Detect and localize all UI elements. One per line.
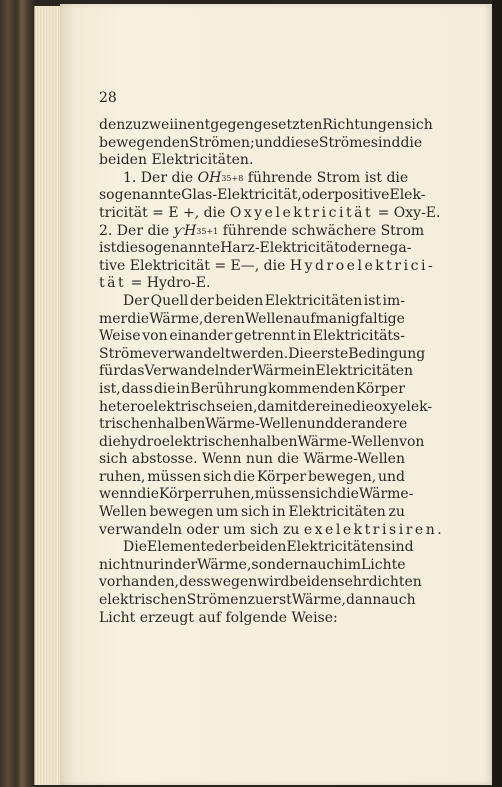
word: Wellen xyxy=(99,504,147,521)
formula-superscript: 35+1 xyxy=(196,226,219,236)
word: Elektricitäten xyxy=(286,539,384,556)
word: der xyxy=(333,416,358,433)
word: diese xyxy=(281,134,319,151)
word: Weise: xyxy=(291,609,338,626)
word: Quell xyxy=(150,292,189,309)
word: von xyxy=(142,328,168,345)
word: der xyxy=(298,398,323,415)
word: auf xyxy=(198,609,221,626)
word: damit xyxy=(257,398,299,415)
word: die xyxy=(137,486,160,503)
spaced-term: Oxyelektricität xyxy=(229,204,374,221)
word: Elektricitäten xyxy=(288,504,386,521)
word: den xyxy=(99,117,126,133)
word: Richtungen xyxy=(322,117,405,133)
word: ruhen, xyxy=(208,486,255,503)
word: werden. xyxy=(230,345,289,362)
text-line xyxy=(99,240,412,258)
word: sind xyxy=(383,539,414,556)
word: hydroelektrischen xyxy=(120,433,250,450)
word: oxyelek- xyxy=(373,398,433,415)
word: in xyxy=(302,363,316,380)
word: desswegen xyxy=(179,574,258,591)
word: nicht xyxy=(99,556,135,573)
word: kommenden xyxy=(268,380,356,397)
text-run: verwandeln oder um sich zu xyxy=(99,521,304,538)
word: Elektricitäten xyxy=(315,363,413,380)
word: und xyxy=(377,468,405,485)
spaced-term: Hydroelektrici- xyxy=(289,257,436,274)
word: müssen xyxy=(254,486,309,503)
word: ist xyxy=(363,292,382,309)
word: verwandelt xyxy=(150,345,231,362)
text-line xyxy=(99,293,405,311)
word: nega- xyxy=(372,240,412,257)
word: Wellen xyxy=(244,310,293,327)
word: die xyxy=(233,468,256,485)
text-run: führende schwächere Strom xyxy=(218,222,425,239)
word: dann xyxy=(346,592,382,609)
word: halben xyxy=(249,433,298,450)
word: auch xyxy=(381,592,416,609)
spaced-term: exelektrisiren. xyxy=(303,521,445,538)
text-line xyxy=(99,345,426,364)
word: dichten xyxy=(368,574,422,591)
word: heteroelektrisch xyxy=(99,398,216,415)
word: sind xyxy=(370,134,401,151)
text-line xyxy=(99,433,425,452)
word: im xyxy=(343,556,361,573)
word: Ströme xyxy=(99,345,151,362)
word: deren xyxy=(203,310,245,327)
word: Ströme xyxy=(318,134,371,151)
word: bewegenden xyxy=(99,134,190,151)
word: beiden xyxy=(238,539,287,556)
binding-shadow xyxy=(492,0,502,787)
text-line xyxy=(99,469,405,487)
word: Wärme xyxy=(252,363,303,380)
word: in xyxy=(173,117,188,133)
text-line xyxy=(99,574,422,592)
word: in xyxy=(297,328,312,345)
word: dass xyxy=(121,380,154,397)
word: trischen xyxy=(99,416,158,433)
word: den xyxy=(311,574,338,591)
spaced-term: tät xyxy=(99,275,127,292)
formula-symbol: ƴH xyxy=(173,222,197,239)
word: Körper xyxy=(159,486,209,503)
word: Berührung xyxy=(190,380,268,397)
text-line xyxy=(99,257,436,276)
word: ruhen, xyxy=(99,468,146,485)
text-line xyxy=(99,117,433,135)
word: die xyxy=(153,380,176,397)
word: vorhanden, xyxy=(99,574,180,591)
body-text xyxy=(99,117,445,627)
word: im- xyxy=(382,292,405,309)
word: die xyxy=(277,451,300,468)
word: wenn xyxy=(99,486,138,503)
word: Wärme, xyxy=(291,592,347,609)
word: zwei xyxy=(141,117,174,133)
text-line xyxy=(99,204,441,223)
word: erste xyxy=(312,345,349,362)
word: Die xyxy=(288,345,313,362)
word: Der xyxy=(123,292,150,309)
word: manigfaltige xyxy=(315,310,405,327)
word: Weise xyxy=(99,328,141,345)
word: sogenannte xyxy=(99,187,182,204)
formula-superscript: 35+8 xyxy=(221,173,244,183)
word: wird xyxy=(257,574,290,591)
word: Harz-Elektricität xyxy=(220,240,340,257)
word: sogenannte xyxy=(138,240,221,257)
word: auch xyxy=(309,556,344,573)
word: sondern xyxy=(251,556,309,573)
word: zuerst xyxy=(247,592,292,609)
word: in xyxy=(272,504,286,521)
text-line xyxy=(99,328,405,346)
text-line xyxy=(99,311,405,329)
word: Körper xyxy=(355,380,405,397)
word: Wärme-Wellen xyxy=(297,433,400,450)
word: ist xyxy=(99,240,117,257)
word: Elektricitäten xyxy=(264,292,363,309)
word: Elektricitäten. xyxy=(151,152,254,169)
word: bei xyxy=(289,574,312,591)
word: nun xyxy=(245,451,273,468)
word: der xyxy=(214,539,239,556)
text-line xyxy=(99,557,405,575)
text-line xyxy=(99,187,426,205)
text-line xyxy=(99,381,405,399)
word: folgende xyxy=(225,609,288,626)
word: Wärme- xyxy=(358,486,414,503)
word: eine xyxy=(322,398,353,415)
word: für xyxy=(99,363,120,380)
word: beiden xyxy=(99,152,147,169)
word: der xyxy=(228,363,253,380)
word: Licht xyxy=(99,609,136,626)
word: die xyxy=(127,310,150,327)
word: Wärme, xyxy=(149,310,204,327)
word: abstosse. xyxy=(131,451,198,468)
text-run: = Hydro-E. xyxy=(126,275,211,292)
word: Wärme-Wellen xyxy=(205,416,307,433)
word: getrennt xyxy=(234,328,296,345)
word: der xyxy=(189,292,214,309)
word: die xyxy=(337,486,359,503)
word: Wärme, xyxy=(197,556,252,573)
word: sich xyxy=(240,504,270,521)
word: mer xyxy=(99,310,128,327)
word: einander xyxy=(169,328,233,345)
word: zu xyxy=(388,504,405,521)
word: sehr xyxy=(337,574,369,591)
word: sich xyxy=(203,468,232,485)
page-edges xyxy=(34,6,61,785)
word: um xyxy=(215,504,239,521)
word: Verwandeln xyxy=(144,363,229,380)
word: erzeugt xyxy=(139,609,194,626)
text-line xyxy=(99,152,405,170)
text-line xyxy=(99,398,433,417)
text-line xyxy=(99,416,408,434)
word: andere xyxy=(357,416,408,433)
word: die xyxy=(400,134,423,151)
word: bewegen xyxy=(149,504,214,521)
word: die xyxy=(116,240,139,257)
word: in xyxy=(159,556,174,573)
text-run: tive Elektricität = E—, die xyxy=(99,257,290,274)
text-line xyxy=(99,451,405,469)
word: sich xyxy=(99,451,128,468)
word: Elektricitäts- xyxy=(312,328,405,345)
word: sich xyxy=(308,486,338,503)
word: entgegengesetzten xyxy=(187,117,323,133)
word: auf xyxy=(292,310,316,327)
word: Strömen xyxy=(186,592,248,609)
text-line xyxy=(99,363,413,381)
word: oder xyxy=(301,187,335,204)
text-run: 1. Der die xyxy=(123,169,198,186)
word: Elek- xyxy=(389,187,426,204)
word: die xyxy=(352,398,374,415)
text-line xyxy=(99,134,423,153)
word: Wärme-Wellen xyxy=(303,451,405,468)
text-line xyxy=(99,539,414,557)
word: Die xyxy=(123,539,147,556)
word: Lichte xyxy=(361,556,406,573)
word: Körper xyxy=(256,468,307,485)
word: halben xyxy=(157,416,206,433)
text-line xyxy=(99,610,405,628)
word: positive xyxy=(334,187,390,204)
word: nur xyxy=(134,556,160,573)
word: beiden xyxy=(215,292,264,309)
word: Wenn xyxy=(201,451,242,468)
word: zu xyxy=(125,117,142,133)
word: ist, xyxy=(99,380,121,397)
text-line xyxy=(99,504,405,522)
word: von xyxy=(399,433,425,450)
word: sich xyxy=(404,117,433,133)
word: elektrischen xyxy=(99,592,187,609)
word: in xyxy=(176,380,190,397)
word: Glas-Elektricität, xyxy=(181,187,302,204)
word: die xyxy=(99,433,121,450)
text-run: tricität = E +, die xyxy=(99,204,230,221)
word: Strömen; xyxy=(189,134,255,151)
word: und xyxy=(254,134,282,151)
word: der xyxy=(173,556,198,573)
word: Bedingung xyxy=(348,345,426,362)
text-line xyxy=(99,592,416,610)
word: müssen xyxy=(147,468,202,485)
word: das xyxy=(119,363,145,380)
word: und xyxy=(306,416,334,433)
page-number: 28 xyxy=(99,90,117,106)
text-line xyxy=(99,521,445,540)
text-run: führende Strom ist die xyxy=(243,169,409,186)
word: oder xyxy=(339,240,373,257)
word: seien, xyxy=(215,398,258,415)
text-line xyxy=(99,169,409,188)
word: bewegen, xyxy=(307,468,377,485)
text-run: 2. Der die xyxy=(99,222,174,239)
word: Elemente xyxy=(147,539,215,556)
text-run: = Oxy-E. xyxy=(373,204,441,221)
text-line xyxy=(99,222,425,241)
formula-symbol: OH xyxy=(197,169,222,186)
text-line xyxy=(99,275,405,293)
text-line xyxy=(99,486,414,504)
